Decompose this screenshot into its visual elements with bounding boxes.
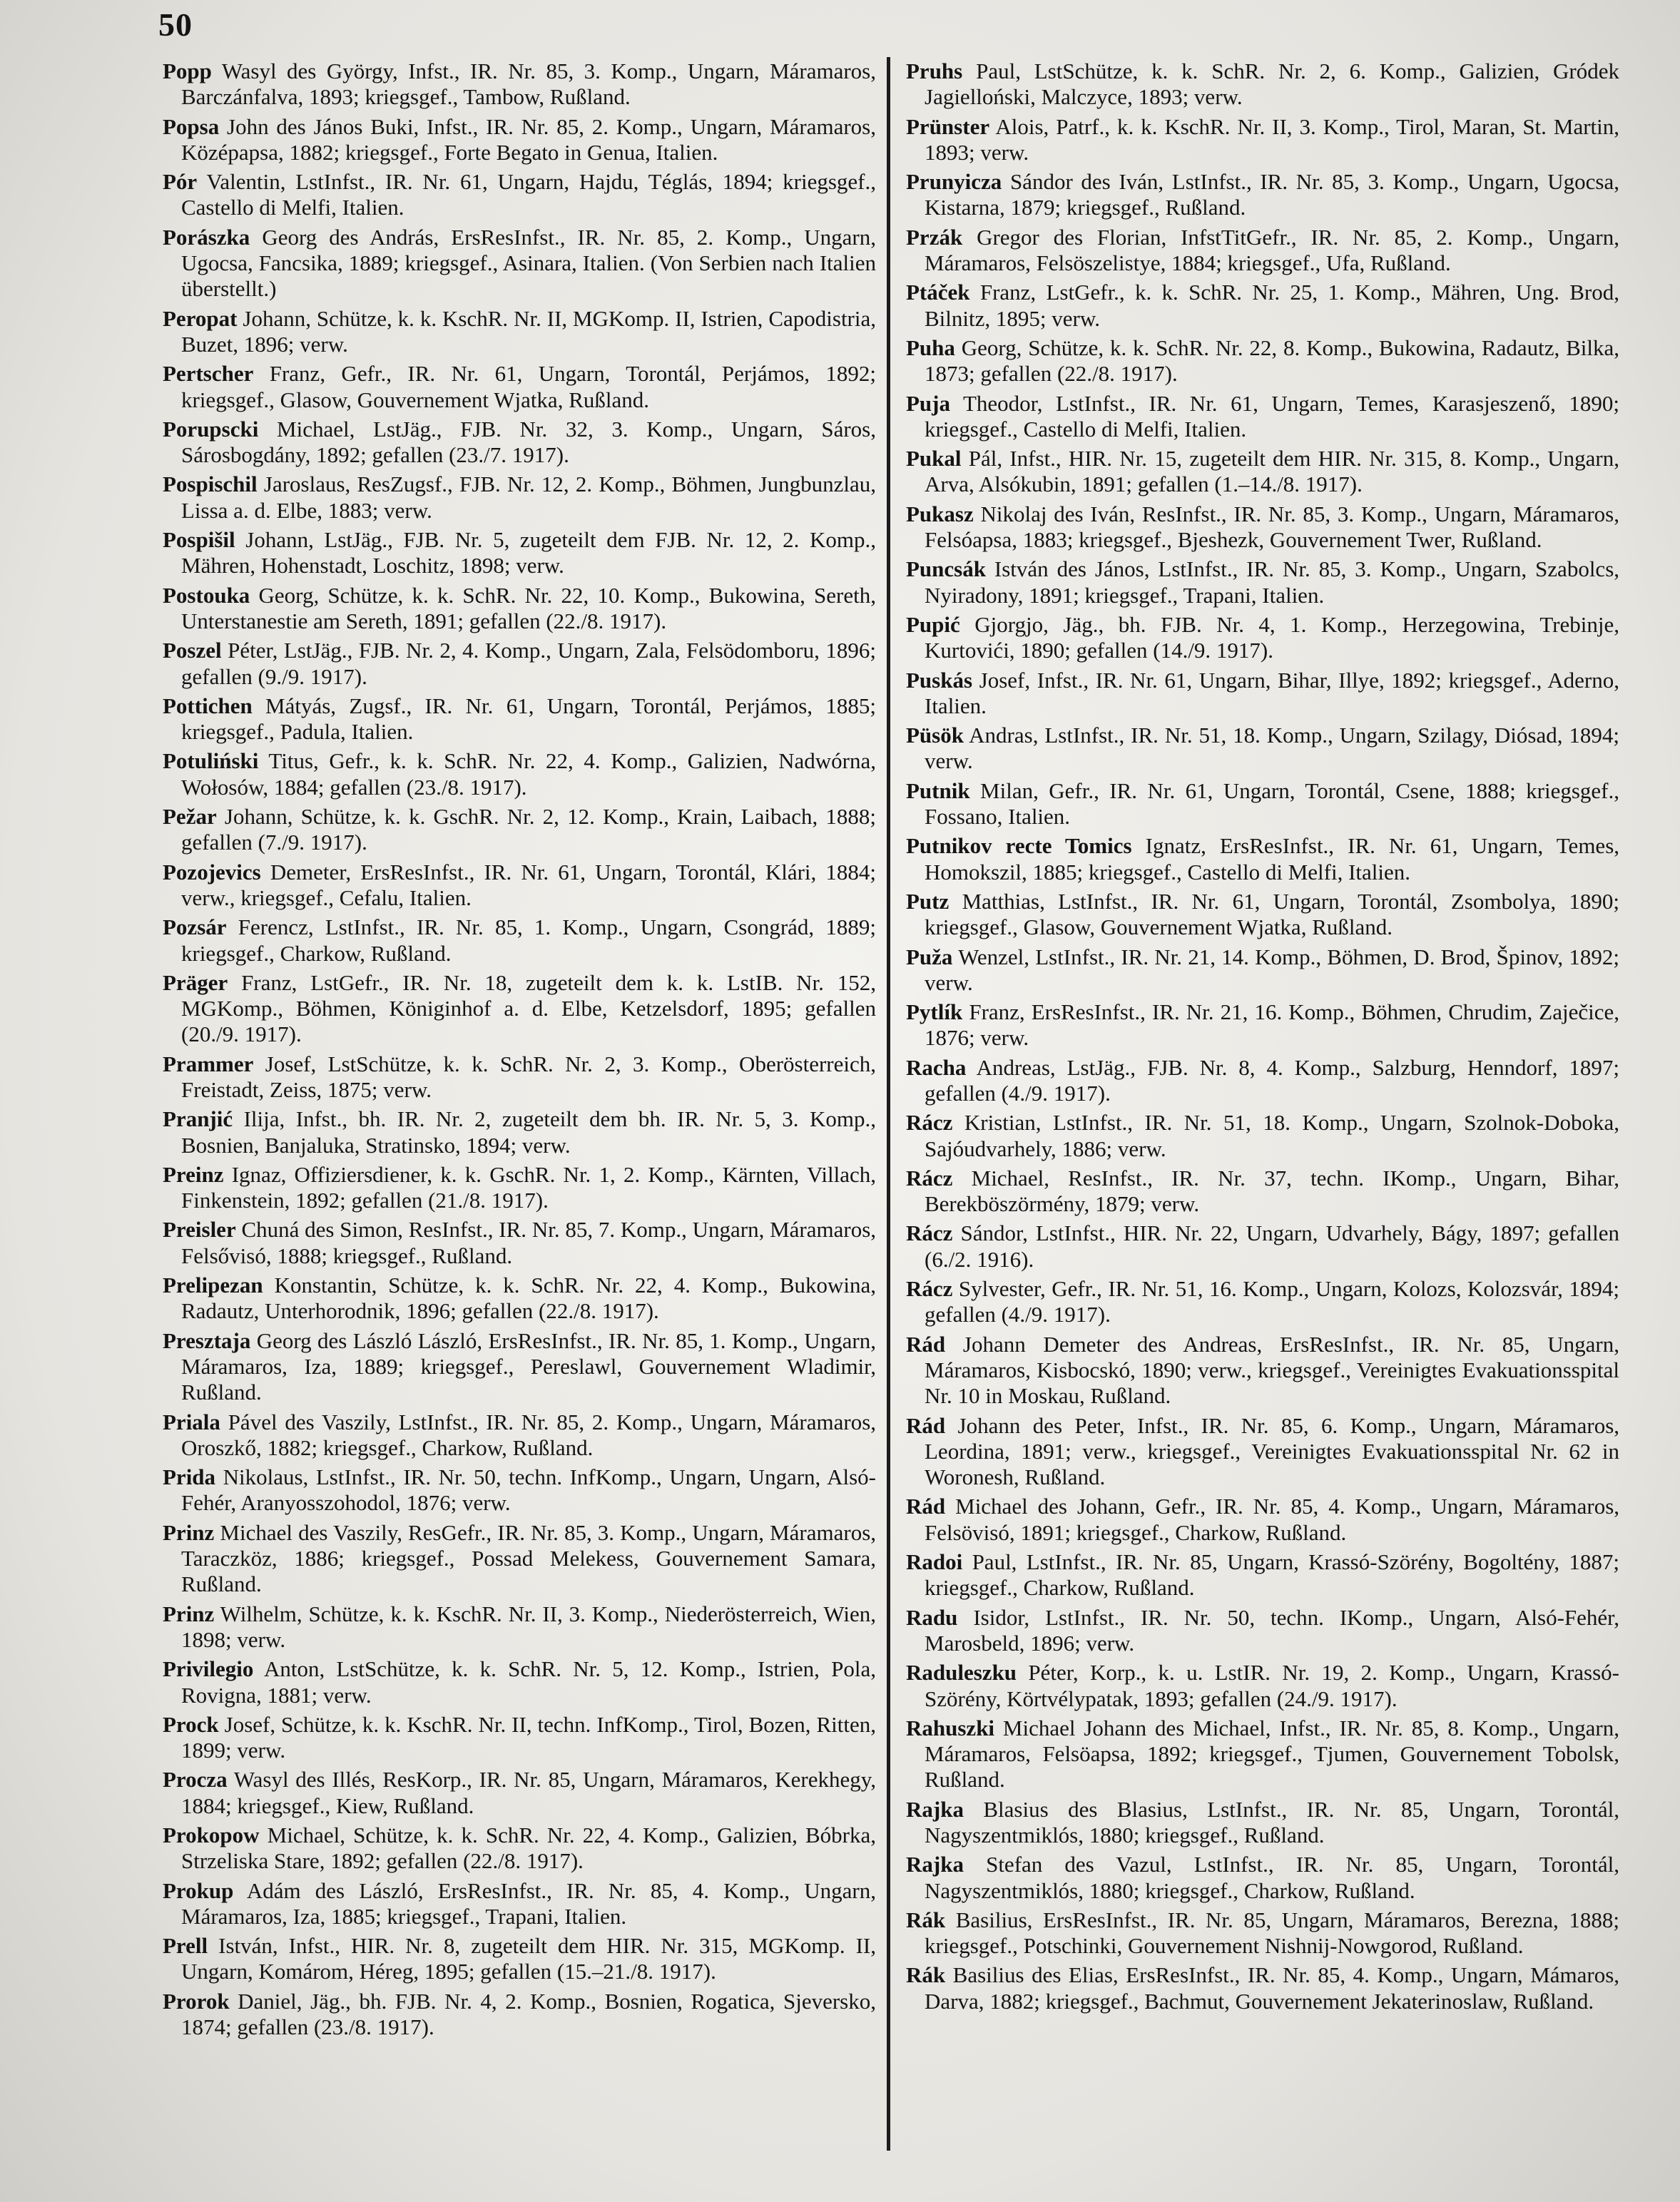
entry-details: Basilius, ErsResInfst., IR. Nr. 85, Ungarn, Máramaros, Berezna, 1888; kriegsgef., Potschinki, Gouvernement Nishnij-Nowgorod, Rußland. <box>925 1907 1619 1959</box>
entry-surname: Rácz <box>906 1110 953 1136</box>
entry-surname: Peropat <box>163 305 238 331</box>
list-item <box>163 527 876 579</box>
list-item <box>906 612 1619 664</box>
list-item <box>906 446 1619 498</box>
entry-surname: Pranjić <box>163 1106 233 1132</box>
entry-surname: Przák <box>906 224 963 250</box>
entry-details: Ignaz, Offiziersdiener, k. k. GschR. Nr. 1, 2. Komp., Kärnten, Villach, Finkenstein, 1892; gefallen (21./8. 1917). <box>181 1161 877 1213</box>
list-item <box>163 1106 876 1158</box>
list-item <box>163 361 876 413</box>
entry-surname: Prinz <box>163 1519 215 1545</box>
entry-details: Mátyás, Zugsf., IR. Nr. 61, Ungarn, Torontál, Perjámos, 1885; kriegsgef., Padula, Italien. <box>181 693 877 745</box>
entry-details: Jaroslaus, ResZugsf., FJB. Nr. 12, 2. Komp., Böhmen, Jungbunzlau, Lissa a. d. Elbe, 1883; verw. <box>181 472 877 523</box>
entry-surname: Pukal <box>906 446 962 472</box>
entry-details: Theodor, LstInfst., IR. Nr. 61, Ungarn, Temes, Karasjeszenő, 1890; kriegsgef., Castello di Melfi, Italien. <box>925 390 1619 442</box>
entry-surname: Pospišil <box>163 527 235 553</box>
entry-details: Josef, Schütze, k. k. KschR. Nr. II, techn. InfKomp., Tirol, Bozen, Ritten, 1899; verw. <box>181 1711 877 1763</box>
entry-details: Wilhelm, Schütze, k. k. KschR. Nr. II, 3. Komp., Niederösterreich, Wien, 1898; verw. <box>181 1601 876 1652</box>
list-item <box>163 1767 876 1819</box>
entry-surname: Puha <box>906 335 955 360</box>
list-item <box>163 1273 876 1325</box>
entry-details: Demeter, ErsResInfst., IR. Nr. 61, Ungarn, Torontál, Klári, 1884; verw., kriegsgef., Cefalu, Italien. <box>181 859 876 910</box>
entry-details: Michael, Schütze, k. k. SchR. Nr. 22, 4. Komp., Galizien, Bóbrka, Strzeliska Stare, 1892; gefallen (22./8. 1917). <box>181 1823 877 1874</box>
list-item <box>163 1464 876 1517</box>
list-item <box>163 114 876 166</box>
entry-surname: Prinz <box>163 1601 215 1626</box>
list-item <box>163 583 876 635</box>
list-item <box>906 1276 1619 1328</box>
entry-details: Andras, LstInfst., IR. Nr. 51, 18. Komp., Ungarn, Szilagy, Diósad, 1894; verw. <box>925 723 1619 774</box>
entry-details: Johann des Peter, Infst., IR. Nr. 85, 6. Komp., Ungarn, Máramaros, Leordina, 1891; verw., kriegsgef., Vereinigtes Evakuationsspital Nr. 62 in Woronesh, Rußland. <box>925 1412 1620 1490</box>
list-item <box>163 1410 876 1462</box>
list-item <box>906 1660 1619 1712</box>
entry-surname: Pertscher <box>163 361 254 387</box>
entry-surname: Poszel <box>163 638 222 663</box>
entry-surname: Privilegio <box>163 1656 254 1682</box>
entry-surname: Radoi <box>906 1549 963 1575</box>
entry-details: Michael, ResInfst., IR. Nr. 37, techn. IKomp., Ungarn, Bihar, Berekböszörmény, 1879; verw. <box>925 1165 1620 1217</box>
entry-details: Milan, Gefr., IR. Nr. 61, Ungarn, Torontál, Csene, 1888; kriegsgef., Fossano, Italien. <box>925 778 1619 830</box>
entry-details: István, Infst., HIR. Nr. 8, zugeteilt dem HIR. Nr. 315, MGKomp. II, Ungarn, Komárom, Héreg, 1895; gefallen (15.–21./8. 1917). <box>181 1933 877 1984</box>
entry-surname: Preinz <box>163 1161 224 1187</box>
entry-details: Konstantin, Schütze, k. k. SchR. Nr. 22, 4. Komp., Bukowina, Radautz, Unterhorodnik, 1896; gefallen (22./8. 1917). <box>181 1273 877 1324</box>
entry-details: Georg des László László, ErsResInfst., IR. Nr. 85, 1. Komp., Ungarn, Máramaros, Iza, 1889; kriegsgef., Pereslawl, Gouvernement Wladimir, Rußland. <box>181 1327 876 1405</box>
right-column <box>906 58 1619 2014</box>
list-item <box>906 1962 1619 2014</box>
entry-surname: Popp <box>163 58 212 83</box>
entry-surname: Popsa <box>163 113 220 139</box>
list-item <box>906 723 1619 775</box>
entry-surname: Puncsák <box>906 556 986 582</box>
list-item <box>163 58 876 111</box>
list-item <box>906 1110 1619 1162</box>
entry-details: Franz, LstGefr., k. k. SchR. Nr. 25, 1. Komp., Mähren, Ung. Brod, Bilnitz, 1895; verw. <box>925 280 1620 331</box>
entry-surname: Putnikov recte Tomics <box>906 833 1132 859</box>
entry-surname: Prokopow <box>163 1823 260 1847</box>
list-item <box>163 1328 876 1406</box>
list-item <box>906 1716 1619 1793</box>
entry-details: Josef, LstSchütze, k. k. SchR. Nr. 2, 3. Komp., Oberösterreich, Freistadt, Zeiss, 1875; verw. <box>181 1051 876 1102</box>
entry-surname: Rád <box>906 1412 946 1438</box>
entry-details: Johann, Schütze, k. k. KschR. Nr. II, MGKomp. II, Istrien, Capodistria, Buzet, 1896; verw. <box>181 305 877 357</box>
entry-details: István des János, LstInfst., IR. Nr. 85, 3. Komp., Ungarn, Szabolcs, Nyiradony, 1891; kriegsgef., Trapani, Italien. <box>925 556 1620 608</box>
list-item <box>163 225 876 302</box>
entry-surname: Puja <box>906 390 950 416</box>
entry-details: Matthias, LstInfst., IR. Nr. 61, Ungarn, Torontál, Zsombolya, 1890; kriegsgef., Glasow, Gouvernement Wjatka, Rußland. <box>925 888 1620 940</box>
list-item <box>906 1605 1619 1657</box>
column-divider <box>887 57 890 2151</box>
entry-surname: Prünster <box>906 113 990 139</box>
entry-details: Sándor, LstInfst., HIR. Nr. 22, Ungarn, Udvarhely, Bágy, 1897; gefallen (6./2. 1916). <box>925 1220 1619 1272</box>
list-item <box>906 1907 1619 1959</box>
entry-details: Blasius des Blasius, LstInfst., IR. Nr. 85, Ungarn, Torontál, Nagyszentmiklós, 1880; kriegsgef., Rußland. <box>925 1796 1620 1847</box>
list-item <box>163 693 876 745</box>
entry-details: Franz, Gefr., IR. Nr. 61, Ungarn, Torontál, Perjámos, 1892; kriegsgef., Glasow, Gouvernement Wjatka, Rußland. <box>181 361 876 412</box>
entry-details: Pál, Infst., HIR. Nr. 15, zugeteilt dem HIR. Nr. 315, 8. Komp., Ungarn, Arva, Alsókubin, 1891; gefallen (1.–14./8. 1917). <box>925 446 1620 497</box>
entry-surname: Raduleszku <box>906 1660 1017 1686</box>
entry-details: Georg des András, ErsResInfst., IR. Nr. 85, 2. Komp., Ungarn, Ugocsa, Fancsika, 1889; kriegsgef., Asinara, Italien. (Von Serbien nach Italien überstellt.) <box>181 224 876 302</box>
entry-surname: Prammer <box>163 1051 254 1076</box>
list-item <box>906 833 1619 885</box>
entry-details: Michael, LstJäg., FJB. Nr. 32, 3. Komp., Ungarn, Sáros, Sárosbogdány, 1892; gefallen (23./7. 1917). <box>181 416 876 468</box>
entry-details: Ilija, Infst., bh. IR. Nr. 2, zugeteilt dem bh. IR. Nr. 5, 3. Komp., Bosnien, Banjaluka, Stratinsko, 1894; verw. <box>181 1106 876 1158</box>
list-item <box>906 1332 1619 1410</box>
entry-surname: Rajka <box>906 1852 964 1877</box>
entry-surname: Putz <box>906 888 950 914</box>
entry-details: Andreas, LstJäg., FJB. Nr. 8, 4. Komp., Salzburg, Henndorf, 1897; gefallen (4./9. 1917). <box>925 1054 1619 1106</box>
entry-details: Ignatz, ErsResInfst., IR. Nr. 61, Ungarn, Temes, Homokszil, 1885; kriegsgef., Castello di Melfi, Italien. <box>925 833 1620 885</box>
entry-surname: Procza <box>163 1767 228 1793</box>
entry-surname: Puskás <box>906 667 973 693</box>
entry-surname: Pozsár <box>163 914 227 940</box>
entry-surname: Pežar <box>163 804 217 830</box>
entry-surname: Puža <box>906 944 953 969</box>
entry-details: Anton, LstSchütze, k. k. SchR. Nr. 5, 12. Komp., Istrien, Pola, Rovigna, 1881; verw. <box>181 1656 876 1708</box>
page-number: 50 <box>158 6 193 43</box>
entry-surname: Potuliński <box>163 748 259 774</box>
list-item <box>906 668 1619 720</box>
list-item <box>906 335 1619 387</box>
list-item <box>906 225 1619 277</box>
list-item <box>163 1823 876 1875</box>
entry-details: Franz, LstGefr., IR. Nr. 18, zugeteilt dem k. k. LstIB. Nr. 152, MGKomp., Böhmen, Königinhof a. d. Elbe, Ketzelsdorf, 1895; gefallen (20./9. 1917). <box>181 969 876 1047</box>
entry-details: Georg, Schütze, k. k. SchR. Nr. 22, 10. Komp., Bukowina, Sereth, Unterstanestie am Sereth, 1891; gefallen (22./8. 1917). <box>181 582 876 633</box>
entry-details: Paul, LstSchütze, k. k. SchR. Nr. 2, 6. Komp., Galizien, Gródek Jagielloński, Malczyce, 1893; verw. <box>925 58 1620 110</box>
entry-details: Michael des Johann, Gefr., IR. Nr. 85, 4. Komp., Ungarn, Máramaros, Felsövisó, 1891; kriegsgef., Charkow, Rußland. <box>925 1494 1620 1545</box>
entry-surname: Rád <box>906 1494 946 1519</box>
entry-surname: Prida <box>163 1464 216 1490</box>
entry-details: Isidor, LstInfst., IR. Nr. 50, techn. IKomp., Ungarn, Alsó-Fehér, Marosbeld, 1896; verw. <box>925 1604 1619 1656</box>
entry-details: Daniel, Jäg., bh. FJB. Nr. 4, 2. Komp., Bosnien, Rogatica, Sjeversko, 1874; gefallen (23./8. 1917). <box>181 1988 876 2040</box>
list-item <box>163 914 876 967</box>
entry-surname: Pozojevics <box>163 859 261 885</box>
entry-details: Valentin, LstInfst., IR. Nr. 61, Ungarn, Hajdu, Téglás, 1894; kriegsgef., Castello di Melfi, Italien. <box>181 169 876 220</box>
list-item <box>163 970 876 1048</box>
list-item <box>906 1055 1619 1107</box>
entry-surname: Putnik <box>906 778 970 803</box>
entry-details: Gregor des Florian, InfstTitGefr., IR. Nr. 85, 2. Komp., Ungarn, Máramaros, Felsöszelistye, 1884; kriegsgef., Ufa, Rußland. <box>925 224 1619 276</box>
entry-surname: Rák <box>906 1907 946 1932</box>
entry-surname: Pukasz <box>906 501 974 526</box>
entry-surname: Rácz <box>906 1165 953 1191</box>
entry-details: Michael des Vaszily, ResGefr., IR. Nr. 85, 3. Komp., Ungarn, Máramaros, Taraczköz, 1886; kriegsgef., Possad Melekess, Gouvernement Samara, Rußland. <box>181 1519 877 1597</box>
entry-details: Péter, Korp., k. u. LstIR. Nr. 19, 2. Komp., Ungarn, Krassó-Szörény, Körtvélypatak, 1893; gefallen (24./9. 1917). <box>925 1660 1619 1711</box>
entry-details: Nikolaus, LstInfst., IR. Nr. 50, techn. InfKomp., Ungarn, Ungarn, Alsó-Fehér, Aranyosszohodol, 1876; verw. <box>181 1464 876 1516</box>
entry-details: Franz, ErsResInfst., IR. Nr. 21, 16. Komp., Böhmen, Chrudim, Zaječice, 1876; verw. <box>925 999 1620 1051</box>
entry-details: Wasyl des György, Infst., IR. Nr. 85, 3. Komp., Ungarn, Máramaros, Barczánfalva, 1893; kriegsgef., Tambow, Rußland. <box>181 58 876 110</box>
entry-surname: Pytlík <box>906 999 963 1025</box>
list-item <box>163 169 876 221</box>
list-item <box>163 1878 876 1930</box>
list-item <box>906 556 1619 608</box>
entry-details: Johann Demeter des Andreas, ErsResInfst., IR. Nr. 85, Ungarn, Máramaros, Kisbocskó, 1890; verw., kriegsgef., Vereinigtes Evakuationsspital Nr. 10 in Moskau, Rußland. <box>925 1331 1620 1409</box>
entry-surname: Prunyicza <box>906 169 1002 195</box>
entry-surname: Pottichen <box>163 693 253 718</box>
entry-surname: Pupić <box>906 611 960 637</box>
list-item <box>163 1520 876 1598</box>
entry-details: Michael Johann des Michael, Infst., IR. Nr. 85, 8. Komp., Ungarn, Máramaros, Felsöapsa, 1892; kriegsgef., Tjumen, Gouvernement Tobolsk, Rußland. <box>925 1715 1620 1793</box>
entry-details: Gjorgjo, Jäg., bh. FJB. Nr. 4, 1. Komp., Herzegowina, Trebinje, Kurtovići, 1890; gefallen (14./9. 1917). <box>925 611 1619 663</box>
list-item <box>163 472 876 524</box>
list-item <box>163 638 876 690</box>
list-item <box>906 58 1619 111</box>
list-item <box>163 1162 876 1214</box>
list-item <box>163 1051 876 1103</box>
list-item <box>906 1797 1619 1849</box>
entry-details: Ferencz, LstInfst., IR. Nr. 85, 1. Komp., Ungarn, Csongrád, 1889; kriegsgef., Charkow, Rußland. <box>181 914 876 966</box>
entry-surname: Prock <box>163 1711 219 1737</box>
entry-surname: Racha <box>906 1054 967 1080</box>
entry-details: Alois, Patrf., k. k. KschR. Nr. II, 3. Komp., Tirol, Maran, St. Martin, 1893; verw. <box>925 113 1619 165</box>
list-item <box>906 169 1619 221</box>
entry-surname: Prell <box>163 1933 208 1959</box>
entry-details: Josef, Infst., IR. Nr. 61, Ungarn, Bihar, Illye, 1892; kriegsgef., Aderno, Italien. <box>925 667 1620 718</box>
entry-details: Georg, Schütze, k. k. SchR. Nr. 22, 8. Komp., Bukowina, Radautz, Bilka, 1873; gefallen (22./8. 1917). <box>925 335 1619 387</box>
list-item <box>163 1933 876 1985</box>
entry-details: Kristian, LstInfst., IR. Nr. 51, 18. Komp., Ungarn, Szolnok-Doboka, Sajóudvarhely, 1886; verw. <box>925 1110 1619 1161</box>
entry-details: Péter, LstJäg., FJB. Nr. 2, 4. Komp., Ungarn, Zala, Felsödomboru, 1896; gefallen (9./9. 1917). <box>181 638 877 689</box>
entry-surname: Postouka <box>163 582 250 608</box>
list-item <box>906 1220 1619 1273</box>
entry-surname: Preisler <box>163 1217 236 1243</box>
entry-surname: Prelipezan <box>163 1273 263 1298</box>
list-item <box>906 501 1619 554</box>
entry-surname: Porupscki <box>163 416 259 442</box>
entry-surname: Pospischil <box>163 472 258 497</box>
entry-details: John des János Buki, Infst., IR. Nr. 85, 2. Komp., Ungarn, Máramaros, Középapsa, 1882; kriegsgef., Forte Begato in Genua, Italien. <box>181 113 876 165</box>
entry-surname: Rácz <box>906 1220 953 1246</box>
entry-details: Titus, Gefr., k. k. SchR. Nr. 22, 4. Komp., Galizien, Nadwórna, Wołosów, 1884; gefallen (23./8. 1917). <box>181 748 876 800</box>
entry-details: Johann, LstJäg., FJB. Nr. 5, zugeteilt dem FJB. Nr. 12, 2. Komp., Mähren, Hohenstadt, Loschitz, 1898; verw. <box>181 527 877 578</box>
list-item <box>163 804 876 856</box>
entry-details: Pável des Vaszily, LstInfst., IR. Nr. 85, 2. Komp., Ungarn, Máramaros, Oroszkő, 1882; kriegsgef., Charkow, Rußland. <box>181 1409 877 1460</box>
list-item <box>163 306 876 358</box>
entry-details: Johann, Schütze, k. k. GschR. Nr. 2, 12. Komp., Krain, Laibach, 1888; gefallen (7./9. 1917). <box>181 804 877 855</box>
list-item <box>163 1712 876 1764</box>
list-item <box>906 1413 1619 1491</box>
entry-details: Sylvester, Gefr., IR. Nr. 51, 16. Komp., Ungarn, Kolozs, Kolozsvár, 1894; gefallen (4./9. 1917). <box>925 1276 1619 1327</box>
entry-details: Paul, LstInfst., IR. Nr. 85, Ungarn, Krassó-Szörény, Bogoltény, 1887; kriegsgef., Charkow, Rußland. <box>925 1549 1619 1601</box>
list-item <box>906 114 1619 166</box>
entry-surname: Radu <box>906 1604 958 1630</box>
entry-surname: Rahuszki <box>906 1715 995 1740</box>
entry-surname: Pór <box>163 169 198 195</box>
entry-surname: Ptáček <box>906 280 970 305</box>
left-column <box>163 58 876 2040</box>
entry-surname: Rajka <box>906 1796 964 1822</box>
list-item <box>163 748 876 800</box>
entry-details: Nikolaj des Iván, ResInfst., IR. Nr. 85, 3. Komp., Ungarn, Máramaros, Felsóapsa, 1883; kriegsgef., Bjeshezk, Gouvernement Twer, Rußland. <box>925 501 1619 553</box>
list-item <box>906 889 1619 941</box>
entry-surname: Prokup <box>163 1877 234 1903</box>
list-item <box>906 944 1619 996</box>
entry-details: Basilius des Elias, ErsResInfst., IR. Nr. 85, 4. Komp., Ungarn, Mámaros, Darva, 1882; kriegsgef., Bachmut, Gouvernement Jekaterinoslaw, Rußland. <box>925 1962 1620 2014</box>
list-item <box>163 1989 876 2041</box>
list-item <box>906 1166 1619 1218</box>
entry-details: Adám des László, ErsResInfst., IR. Nr. 85, 4. Komp., Ungarn, Máramaros, Iza, 1885; kriegsgef., Trapani, Italien. <box>181 1877 876 1929</box>
entry-surname: Präger <box>163 969 228 995</box>
list-item <box>163 1656 876 1708</box>
entry-surname: Pruhs <box>906 58 963 83</box>
list-item <box>906 778 1619 830</box>
list-item <box>906 391 1619 443</box>
entry-surname: Presztaja <box>163 1327 251 1353</box>
list-item <box>163 860 876 912</box>
list-item <box>163 1601 876 1653</box>
entry-surname: Rák <box>906 1962 946 1988</box>
list-item <box>906 999 1619 1051</box>
entry-details: Stefan des Vazul, LstInfst., IR. Nr. 85, Ungarn, Torontál, Nagyszentmiklós, 1880; kriegsgef., Charkow, Rußland. <box>925 1852 1620 1903</box>
entry-surname: Rácz <box>906 1276 953 1302</box>
entry-surname: Priala <box>163 1409 220 1434</box>
list-item <box>906 1549 1619 1601</box>
entry-details: Chuná des Simon, ResInfst., IR. Nr. 85, 7. Komp., Ungarn, Máramaros, Felsővisó, 1888; kriegsgef., Rußland. <box>181 1217 877 1268</box>
entry-surname: Porászka <box>163 224 250 250</box>
entry-details: Wenzel, LstInfst., IR. Nr. 21, 14. Komp., Böhmen, D. Brod, Špinov, 1892; verw. <box>925 944 1619 995</box>
entry-surname: Rád <box>906 1331 946 1357</box>
entry-surname: Prorok <box>163 1988 230 2014</box>
entry-details: Sándor des Iván, LstInfst., IR. Nr. 85, 3. Komp., Ungarn, Ugocsa, Kistarna, 1879; kriegsgef., Rußland. <box>925 169 1619 220</box>
entry-surname: Püsök <box>906 723 964 748</box>
entry-details: Wasyl des Illés, ResKorp., IR. Nr. 85, Ungarn, Máramaros, Kerekhegy, 1884; kriegsgef., Kiew, Rußland. <box>181 1767 876 1818</box>
list-item <box>163 1217 876 1269</box>
list-item <box>163 417 876 469</box>
list-item <box>906 280 1619 332</box>
list-item <box>906 1494 1619 1546</box>
list-item <box>906 1852 1619 1904</box>
